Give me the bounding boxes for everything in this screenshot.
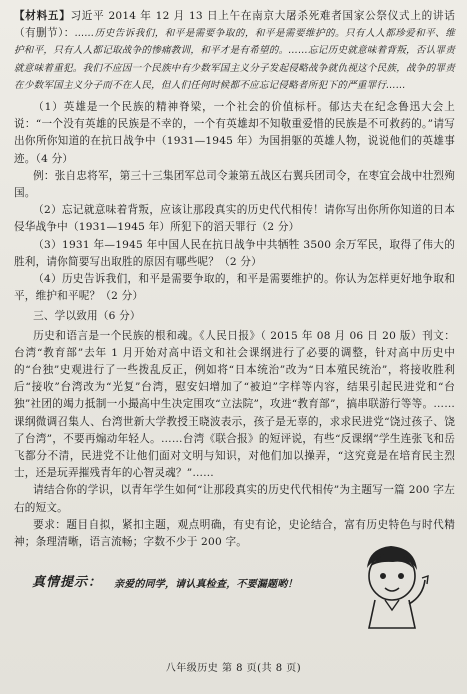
question-1: （1）英雄是一个民族的精神脊梁，一个社会的价值标杆。郁达夫在纪念鲁迅大会上说：“一个没有英雄的民族是不幸的，一个有英雄却不知敬重爱惜的民族是不可救药的。”请写出你所你知道的在抗日战争中（1931—1945 年）为国捐躯的英雄人物，说说他们的英雄事迹。（4 分）: [14, 101, 455, 165]
reminder-area: [14, 552, 455, 632]
material-tag: 【材料五】: [14, 10, 71, 22]
material-intro: 习近平 2014 年 12 月 13 日上午在南京大屠杀死难者国家公祭仪式上的讲话（有删节）：: [14, 10, 456, 40]
question-1-example: 例：张自忠将军，第三十三集团军总司令兼第五战区右翼兵团司令，在枣宜会战中壮烈殉国。: [14, 169, 455, 200]
material-quote: ……历史告诉我们，和平是需要争取的，和平是需要维护的。只有人人都珍爱和平、维护和平，只有人人都记取战争的惨痛教训，和平才是有希望的。……忘记历史就意味着背叛，否认罪责就意味着重犯。我们不应因一个民族中有少数军国主义分子发起侵略战争就仇视这个民族，战争的罪责在少数军国主义分子而不在人民，但人们任何时候都不应忘记侵略者所犯下的严重罪行……: [14, 28, 455, 91]
page-footer: 八年级历史 第 8 页(共 8 页): [165, 663, 302, 674]
question-4: （4）历史告诉我们，和平是需要争取的，和平是需要维护的。你认为怎样更好地争取和平，维护和平呢？（2 分）: [14, 273, 455, 303]
tip-label: 真情提示：: [32, 575, 103, 590]
tip-text: 亲爱的同学，请认真检查，不要漏题哟！: [114, 579, 298, 590]
section-3-heading: 三、学以致用（6 分）: [33, 310, 141, 323]
question-2: （2）忘记就意味着背叛，应该让那段真实的历史代代相传！请你写出你所你知道的日本侵华战争中（1931—1945 年）所犯下的滔天罪行（2 分）: [14, 204, 455, 234]
cartoon-student-icon: [349, 540, 434, 635]
material-five: [14, 8, 455, 94]
section-3-passage: 历史和语言是一个民族的根和魂。《人民日报》（ 2015 年 08 月 06 日 20 版）刊文：台湾“教育部”去年 1 月开始对高中语文和社会课纲进行了必要的调整，针对高中历史中的“台独”史观进行了一些拨乱反正，例如将“日本统治”改为“日本殖民统治”，将接收胜利后“接收”台湾改为“光复”台湾，慰安妇增加了“被迫”字样等内容，结果引起民进党和“台独”社团的竭力抵制一小撮高中生决定围攻“立法院”，攻进“教育部”，搞串联游行等等。……课纲微调召集人、台湾世新大学教授王晓波表示，孩子是无辜的，求求民进党“饶过孩子、饶了台湾”，不要再煽动年轻人。……台湾《联合报》的短评说，有些“反课纲”学生连张飞和岳飞都分不清，民进党不让他们面对文明与知识，对他们加以操弄，“这究竟是在培育民主烈士，还是玩弄摧残青年的心智灵魂？”……: [14, 329, 455, 480]
section-3-task: 请结合你的学识，以青年学生如何“让那段真实的历史代代相传”为主题写一篇 200 字左右的短文。: [14, 484, 455, 514]
section-3-requirements: 要求：题目自拟，紧扣主题，观点明确，有史有论，史论结合，富有历史特色与时代精神；条理清晰，语言流畅；字数不少于 200 字。: [14, 518, 455, 549]
question-3: （3）1931 年—1945 年中国人民在抗日战争中共牺牲 3500 余万军民，取得了伟大的胜利，请你简要写出取胜的原因有哪些呢？（2 分）: [14, 238, 455, 268]
